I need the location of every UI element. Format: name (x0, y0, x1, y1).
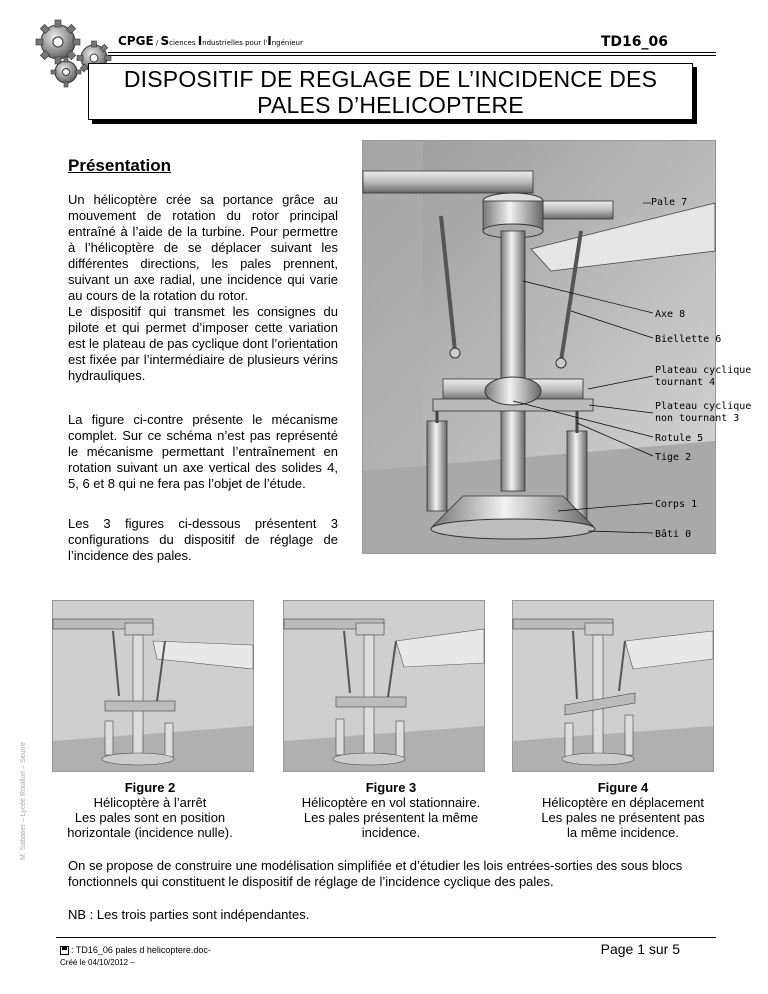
figure-2-image (52, 600, 254, 772)
label-rotule: Rotule 5 (655, 433, 704, 444)
label-bati: Bâti 0 (655, 529, 692, 540)
page-number: Page 1 sur 5 (600, 941, 680, 957)
figure-2-title: Figure 2 (124, 780, 176, 795)
header-rule-2 (108, 55, 716, 56)
paragraph-4: Les 3 figures ci-dessous présentent 3 configurations du dispositif de réglage de l’incidence des pales. (68, 516, 338, 563)
label-pale: Pale 7 (651, 197, 688, 208)
floppy-disk-icon (60, 946, 69, 955)
paragraph-3: La figure ci-contre présente le mécanisme complet. Sur ce schéma n’est pas représenté le mécanisme permettant l’entraînement en rotation suivant un axe vertical des solides 4, 5, 6 et 8 qui ne fera pas l’objet de l’étude. (68, 412, 338, 491)
paragraph-2: Le dispositif qui transmet les consignes du pilote et qui permet d’imposer cette variation est le plateau de pas cyclique dont l’orientation est fixée par l’intermédiaire de plusieurs vérins hydrauliques. (68, 304, 338, 383)
label-tige: Tige 2 (655, 452, 692, 463)
label-plateau-non-tournant-2: non tournant 3 (655, 413, 740, 424)
header-course: CPGE / Sciences Industrielles pour l'Ingénieur (118, 34, 303, 48)
figure-4-line-3: la même incidence. (567, 825, 679, 840)
label-axe: Axe 8 (655, 309, 686, 320)
page-title (88, 63, 693, 120)
presentation-text-3 (68, 516, 338, 564)
figure-4-title: Figure 4 (597, 780, 649, 795)
figure-3-image (283, 600, 485, 772)
figure-2-line-2: Les pales sont en position (74, 810, 226, 825)
label-plateau-tournant-1: Plateau cyclique (655, 365, 752, 376)
paragraph-1: Un hélicoptère crée sa portance grâce au mouvement de rotation du rotor principal entraîné à l’aide de la turbine. Pour permettre à l’hélicoptère de se déplacer suivant les différentes directions, les pales prennent, suivant un axe radial, une incidence qui varie au cours de la rotation du rotor. (68, 192, 338, 303)
presentation-text-2 (68, 412, 338, 492)
header-rule (108, 52, 716, 53)
figure-4-line-2: Les pales ne présentent pas (541, 810, 705, 825)
side-note: M. Sabatier – Lycée Rouillon – Seurre (20, 741, 27, 860)
figure-2-line-1: Hélicoptère à l’arrêt (93, 795, 207, 810)
presentation-text-1 (68, 192, 338, 384)
figure-4-image (512, 600, 714, 772)
figure-3-caption (271, 780, 511, 840)
figure-3-line-3: incidence. (361, 825, 421, 840)
label-plateau-non-tournant-1: Plateau cyclique (655, 401, 752, 412)
footer-created: Créé le 04/10/2012 – (60, 958, 135, 967)
figure-3-title: Figure 3 (365, 780, 417, 795)
figure-4-line-1: Hélicoptère en déplacement (542, 795, 704, 810)
title-line-1: DISPOSITIF DE REGLAGE DE L’INCIDENCE DES (123, 66, 658, 92)
figure-4-caption (513, 780, 733, 840)
label-plateau-tournant-2: tournant 4 (655, 377, 716, 388)
figure-1-image (362, 140, 752, 554)
footer-rule (56, 937, 716, 938)
label-corps: Corps 1 (655, 499, 698, 510)
conclusion-text: On se propose de construire une modélisation simplifiée et d’étudier les lois entrées-sorties des sous blocs fonctionnels qui constituent le dispositif de réglage de l’incidence cyclique des pales. (68, 858, 683, 889)
title-line-2: PALES D’HELICOPTERE (257, 92, 524, 118)
footer-file (60, 945, 211, 955)
figure-2-caption (40, 780, 260, 840)
figure-3-line-2: Les pales présentent la même (303, 810, 479, 825)
footer-file-name: : TD16_06 pales d helicoptere.doc- (71, 945, 211, 955)
nb-note: NB : Les trois parties sont indépendantes. (68, 907, 310, 922)
header-doc-code: TD16_06 (600, 34, 668, 50)
figure-3-line-1: Hélicoptère en vol stationnaire. (301, 795, 481, 810)
section-heading: Présentation (68, 156, 171, 175)
label-biellette: Biellette 6 (655, 334, 722, 345)
figure-2-line-3: horizontale (incidence nulle). (67, 825, 233, 840)
